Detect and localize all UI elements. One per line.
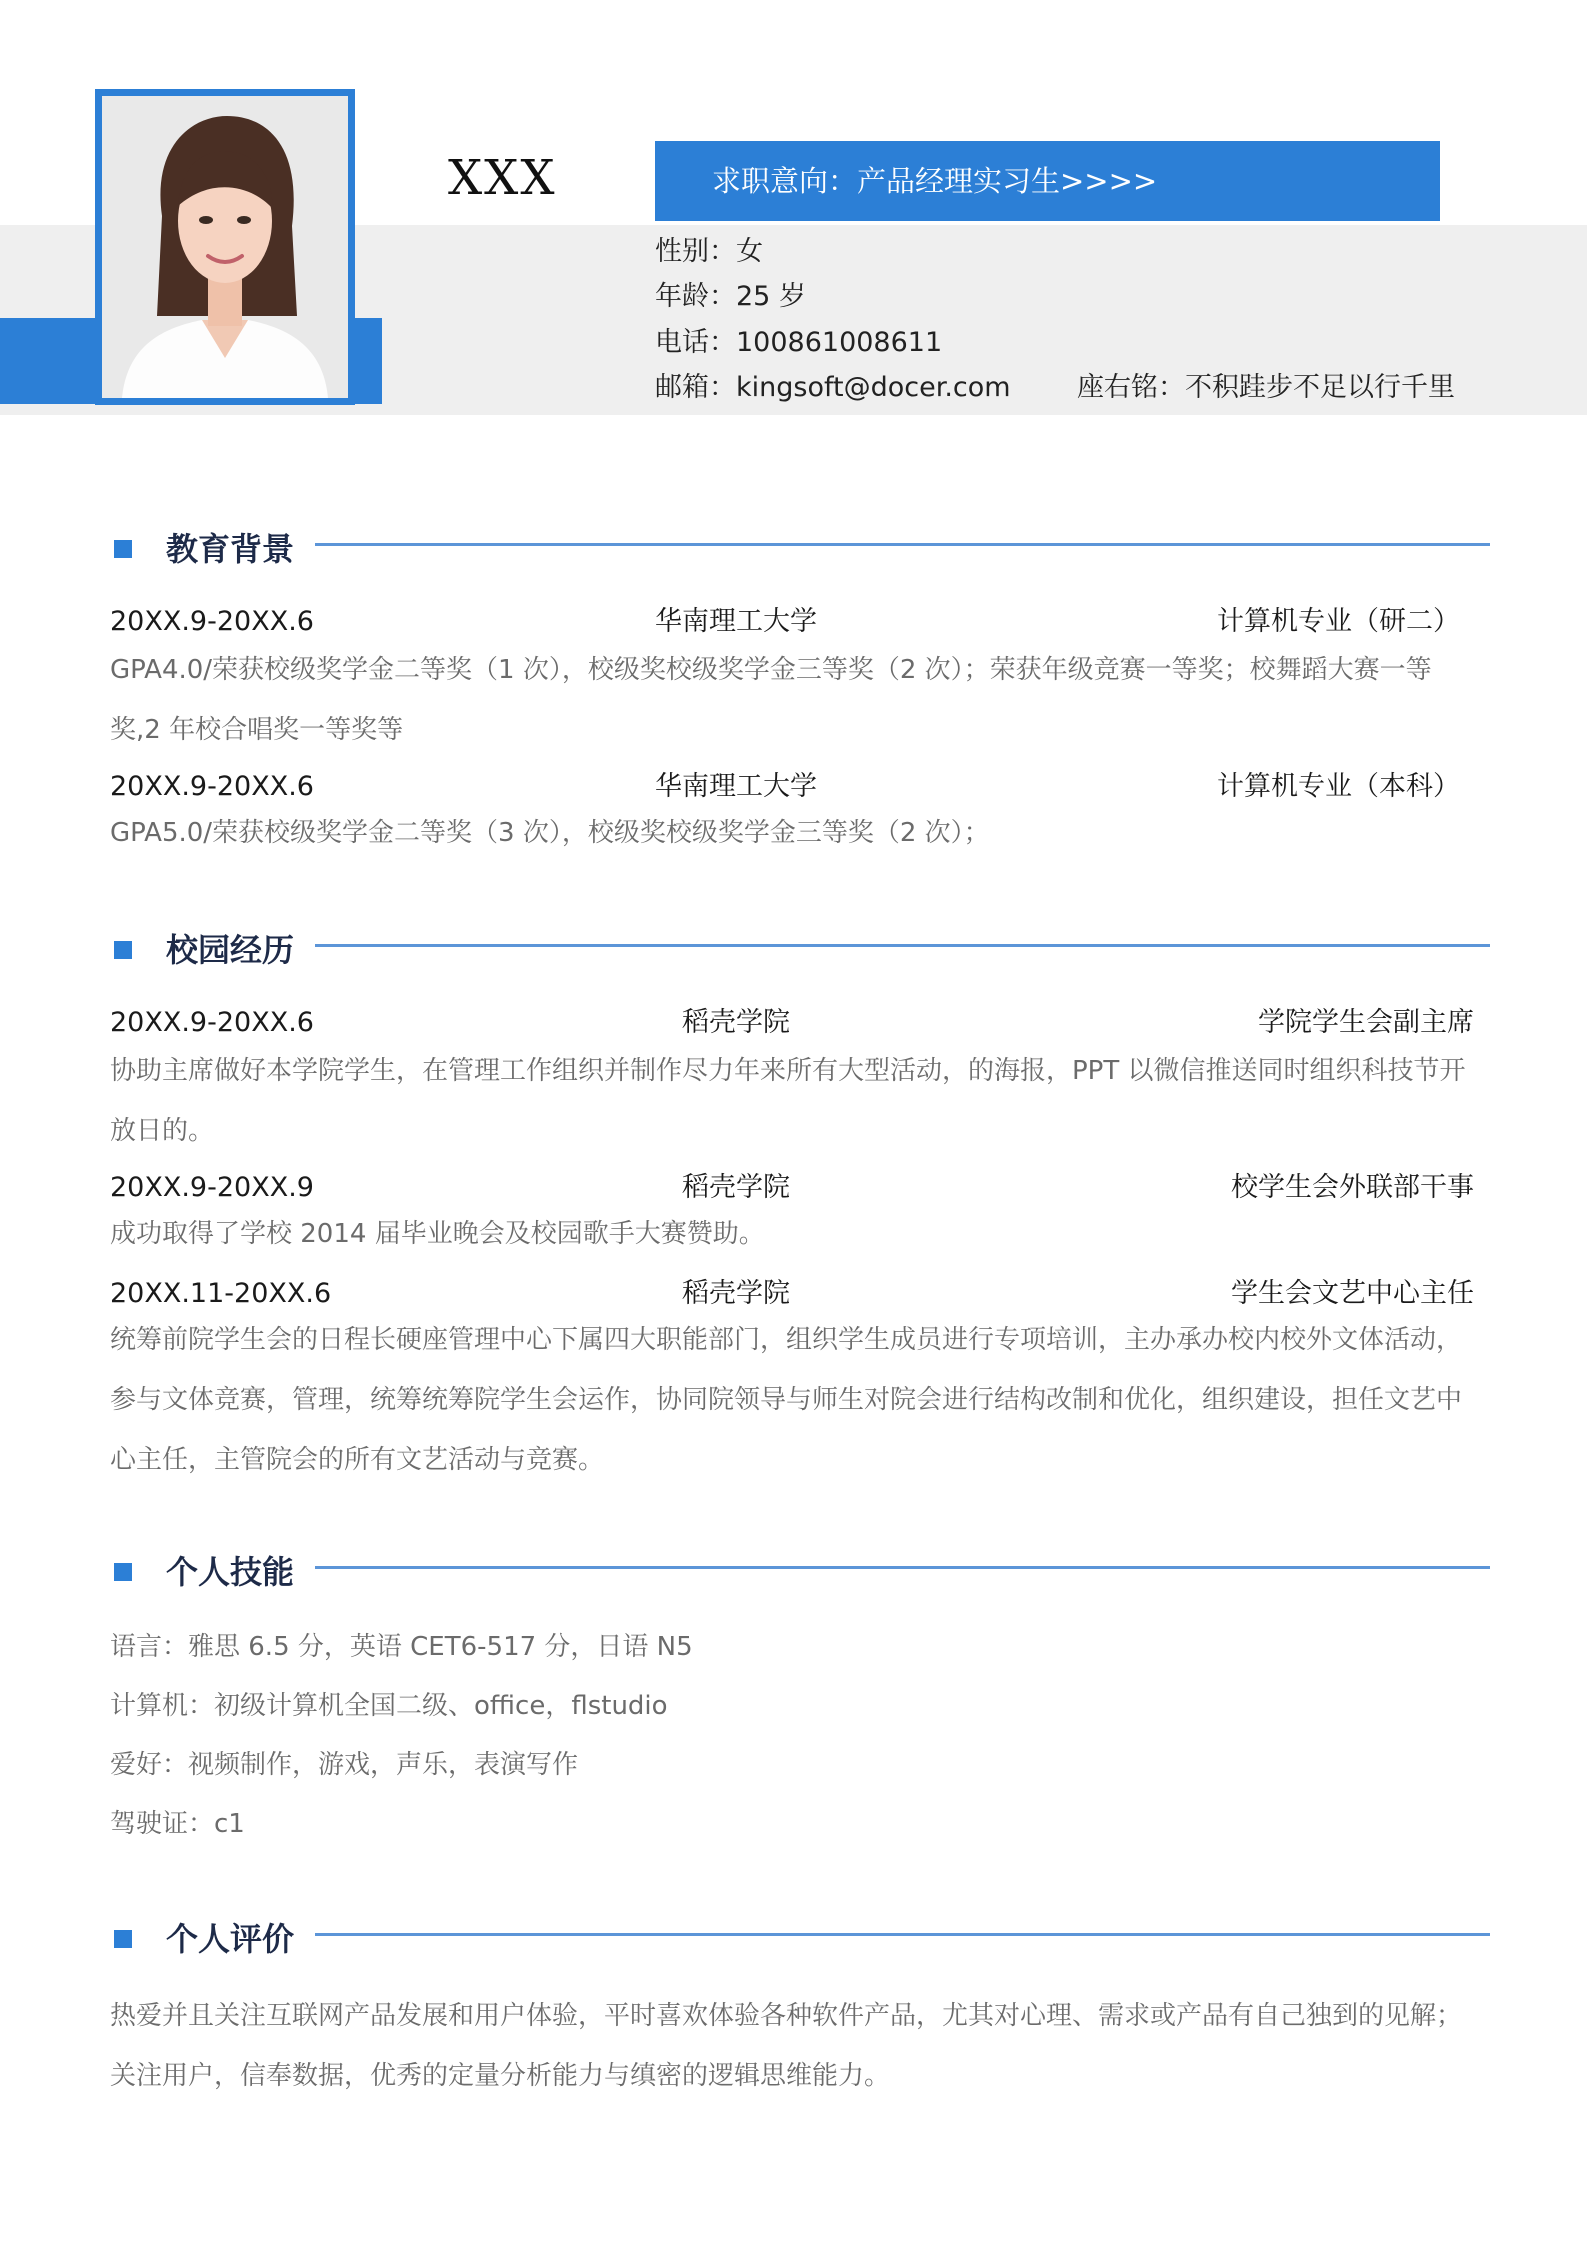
profile-photo-illustration bbox=[102, 96, 348, 398]
section-divider bbox=[315, 1933, 1490, 1936]
education-1-major: 计算机专业（研二） bbox=[1217, 606, 1460, 637]
campus-2-description: 成功取得了学校 2014 届毕业晚会及校园歌手大赛赞助。 bbox=[110, 1219, 765, 1249]
skill-hobbies: 爱好：视频制作，游戏，声乐，表演写作 bbox=[110, 1750, 579, 1780]
section-square-icon bbox=[114, 941, 132, 959]
email-field: 邮箱：kingsoft@docer.com bbox=[655, 372, 1011, 403]
section-square-icon bbox=[114, 1930, 132, 1948]
profile-photo bbox=[95, 89, 355, 405]
education-1-description: GPA4.0/荣获校级奖学金二等奖（1 次），校级奖校级奖学金三等奖（2 次）；荣获年级竞赛一等奖；校舞蹈大赛一等奖,2 年校合唱奖一等奖等 bbox=[110, 655, 1432, 745]
motto-field: 座右铭：不积跬步不足以行千里 bbox=[1077, 372, 1455, 403]
section-title-evaluation: 个人评价 bbox=[166, 1920, 295, 1958]
education-1-date: 20XX.9-20XX.6 bbox=[110, 606, 314, 637]
section-square-icon bbox=[114, 540, 132, 558]
age-field: 年龄：25 岁 bbox=[655, 281, 806, 312]
section-title-campus: 校园经历 bbox=[166, 931, 295, 969]
campus-1-org: 稻壳学院 bbox=[682, 1007, 790, 1038]
section-divider bbox=[315, 944, 1490, 947]
campus-1-role: 学院学生会副主席 bbox=[1258, 1007, 1474, 1038]
education-1-school: 华南理工大学 bbox=[655, 606, 817, 637]
candidate-name: XXX bbox=[448, 150, 557, 206]
campus-2-date: 20XX.9-20XX.9 bbox=[110, 1172, 314, 1203]
campus-3-date: 20XX.11-20XX.6 bbox=[110, 1278, 332, 1309]
campus-1-description: 协助主席做好本学院学生，在管理工作组织并制作尽力年来所有大型活动，的海报，PPT 以微信推送同时组织科技节开放日的。 bbox=[110, 1056, 1466, 1146]
campus-3-org: 稻壳学院 bbox=[682, 1278, 790, 1309]
campus-1-date: 20XX.9-20XX.6 bbox=[110, 1007, 314, 1038]
education-2-date: 20XX.9-20XX.6 bbox=[110, 771, 314, 802]
section-divider bbox=[315, 543, 1490, 546]
education-2-description: GPA5.0/荣获校级奖学金二等奖（3 次），校级奖校级奖学金三等奖（2 次）； bbox=[110, 818, 990, 848]
campus-3-role: 学生会文艺中心主任 bbox=[1231, 1278, 1474, 1309]
campus-2-org: 稻壳学院 bbox=[682, 1172, 790, 1203]
phone-field: 电话：100861008611 bbox=[655, 327, 943, 358]
job-intent-banner: 求职意向：产品经理实习生>>>> bbox=[655, 141, 1440, 221]
skill-language: 语言：雅思 6.5 分，英语 CET6-517 分，日语 N5 bbox=[110, 1632, 693, 1662]
section-divider bbox=[315, 1566, 1490, 1569]
section-title-skills: 个人技能 bbox=[166, 1553, 295, 1591]
section-square-icon bbox=[114, 1563, 132, 1581]
skill-computer: 计算机：初级计算机全国二级、office，flstudio bbox=[110, 1691, 668, 1721]
campus-3-description: 统筹前院学生会的日程长硬座管理中心下属四大职能部门，组织学生成员进行专项培训，主办承办校内校外文体活动，参与文体竞赛，管理，统筹统筹院学生会运作，协同院领导与师生对院会进行结构改制和优化，组织建设，担任文艺中心主任，主管院会的所有文艺活动与竞赛。 bbox=[110, 1325, 1463, 1475]
section-title-education: 教育背景 bbox=[166, 530, 295, 568]
gender-field: 性别：女 bbox=[655, 236, 763, 267]
campus-2-role: 校学生会外联部干事 bbox=[1231, 1172, 1474, 1203]
skill-driving-license: 驾驶证：c1 bbox=[110, 1809, 245, 1839]
evaluation-text: 热爱并且关注互联网产品发展和用户体验，平时喜欢体验各种软件产品，尤其对心理、需求或产品有自己独到的见解；关注用户，信奉数据，优秀的定量分析能力与缜密的逻辑思维能力。 bbox=[110, 2001, 1463, 2091]
education-2-major: 计算机专业（本科） bbox=[1217, 771, 1460, 802]
education-2-school: 华南理工大学 bbox=[655, 771, 817, 802]
